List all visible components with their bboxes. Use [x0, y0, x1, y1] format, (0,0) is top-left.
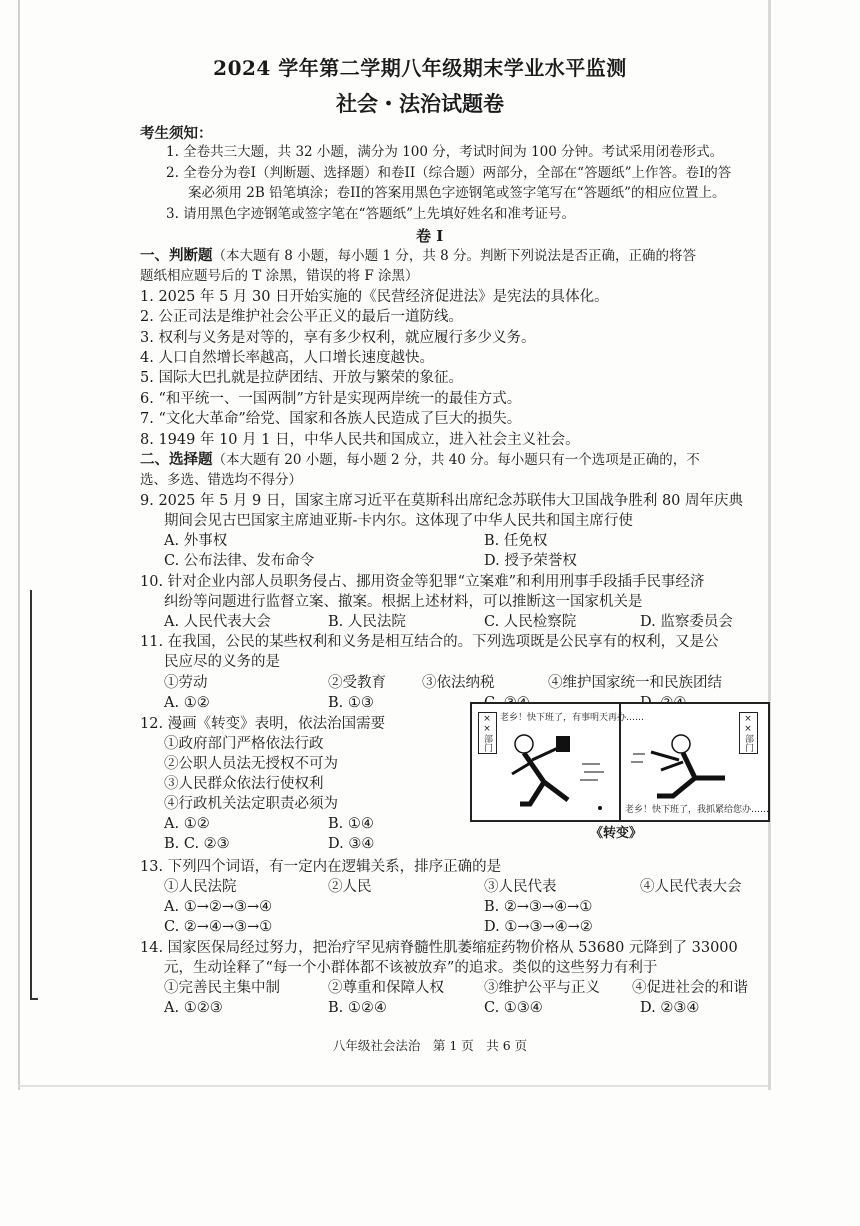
q10-stem-cont: 纠纷等问题进行监督立案、撤案。根据上述材料，可以推断这一国家机关是: [164, 594, 643, 610]
q14-statement-2: ②尊重和保障人权: [328, 980, 444, 996]
notice-item: 案必须用 2B 铅笔填涂；卷II的答案用黑色字迹钢笔或签字笔写在“答题纸”的相应位置上。: [188, 185, 726, 201]
q14-statement-1: ①完善民主集中制: [164, 980, 280, 996]
q13-statement-1: ①人民法院: [164, 879, 237, 895]
q12-statement-3: ③人民群众依法行使权利: [164, 776, 324, 792]
judge-item: 8. 1949 年 10 月 1 日，中华人民共和国成立，进入社会主义社会。: [140, 432, 580, 448]
speech-bubble-after: 老乡！快下班了，我抓紧给您办……: [625, 805, 770, 815]
scan-edge-left: [18, 0, 20, 1090]
section2-heading-line: [140, 450, 700, 470]
q13-option-d: D. ①→③→④→②: [484, 919, 593, 935]
section2-desc-cont: 选、多选、错选均不得分）: [140, 472, 302, 488]
judge-item: 7. “文化大革命”给党、国家和各族人民造成了巨大的损失。: [140, 411, 522, 427]
scan-edge-right: [768, 0, 771, 1090]
cartoon-zhuanbian: [470, 702, 770, 822]
q11-stem: 11. 在我国，公民的某些权利和义务是相互结合的。下列选项既是公民享有的权利，又是公: [140, 634, 719, 650]
q10-option-a: A. 人民代表大会: [164, 614, 271, 630]
q13-option-a: A. ①→②→③→④: [164, 899, 273, 915]
speech-bubble-before: 老乡！快下班了，有事明天再办……: [500, 713, 645, 723]
judge-item: 2. 公正司法是维护社会公平正义的最后一道防线。: [140, 309, 463, 325]
binding-tick: [30, 998, 38, 1000]
exam-subtitle: 社会・法治试题卷: [336, 91, 504, 116]
section1-desc: （本大题有 8 小题，每小题 1 分，共 8 分。判断下列说法是否正确，正确的将答: [212, 248, 697, 264]
q14-statement-4: ④促进社会的和谐: [632, 980, 748, 996]
judge-item: 1. 2025 年 5 月 30 日开始实施的《民营经济促进法》是宪法的具体化。: [140, 289, 609, 305]
judge-item: 4. 人口自然增长率越高，人口增长速度越快。: [140, 350, 434, 366]
q13-statement-3: ③人民代表: [484, 879, 557, 895]
office-sign: ××部门: [739, 712, 758, 754]
section2-heading: 二、选择题: [140, 451, 213, 468]
q10-option-d: D. 监察委员会: [640, 614, 733, 630]
notice-heading: 考生须知：: [140, 125, 213, 142]
q9-option-b: B. 任免权: [484, 533, 548, 549]
q10-option-c: C. 人民检察院: [484, 614, 577, 630]
q13-stem: 13. 下列四个词语，有一定内在逻辑关系，排序正确的是: [140, 859, 502, 875]
section1-desc-cont: 题纸相应题号后的 T 涂黑，错误的将 F 涂黑）: [140, 268, 419, 284]
q12-option-d: D. ③④: [328, 836, 375, 852]
paper-bottom-edge: [18, 1085, 768, 1087]
q11-statement-3: ③依法纳税: [422, 675, 495, 691]
q12-option-b: B. ①④: [328, 816, 374, 832]
exam-title: 2024 学年第二学期八年级期末学业水平监测: [213, 56, 627, 80]
official-running-back-drawing: [621, 704, 768, 820]
q9-stem: 9. 2025 年 5 月 9 日，国家主席习近平在莫斯科出席纪念苏联伟大卫国战争胜利 80 周年庆典: [140, 493, 744, 509]
notice-item: 3. 请用黑色字迹钢笔或签字笔在“答题纸”上先填好姓名和准考证号。: [166, 206, 575, 222]
cartoon-panel-before: [472, 704, 645, 820]
q9-stem-cont: 期间会见古巴国家主席迪亚斯-卡内尔。这体现了中华人民共和国主席行使: [164, 513, 633, 529]
volume-label: 卷 I: [416, 227, 444, 245]
page-footer: 八年级社会法治 第 1 页 共 6 页: [332, 1038, 528, 1053]
cartoon-panel-after: [621, 704, 768, 820]
q9-option-d: D. 授予荣誉权: [484, 553, 577, 569]
q11-statement-4: ④维护国家统一和民族团结: [548, 675, 722, 691]
q14-stem: 14. 国家医保局经过努力，把治疗罕见病脊髓性肌萎缩症药物价格从 53680 元降到了 33000: [140, 940, 738, 956]
q12-statement-4: ④行政机关法定职责必须为: [164, 796, 338, 812]
q14-option-b: B. ①②④: [328, 1000, 387, 1016]
section2-desc: （本大题有 20 小题，每小题 2 分，共 40 分。每小题只有一个选项是正确的，不: [212, 452, 700, 468]
q13-statement-2: ②人民: [328, 879, 372, 895]
q12-statement-1: ①政府部门严格依法行政: [164, 736, 324, 752]
q14-stem-cont: 元，生动诠释了“每一个小群体都不该被放弃”的追求。类似的这些努力有利于: [164, 960, 658, 976]
q12-stem: 12. 漫画《转变》表明，依法治国需要: [140, 716, 386, 732]
q12-option-c: B. C. ②③: [164, 836, 230, 852]
judge-item: 3. 权利与义务是对等的，享有多少权利，就应履行多少义务。: [140, 330, 536, 346]
q13-option-b: B. ②→③→④→①: [484, 899, 593, 915]
q11-stem-cont: 民应尽的义务的是: [164, 654, 280, 670]
section1-heading-line: [140, 246, 696, 266]
q10-stem: 10. 针对企业内部人员职务侵占、挪用资金等犯罪“立案难”和利用刑事手段插手民事经济: [140, 574, 705, 590]
judge-item: 5. 国际大巴扎就是拉萨团结、开放与繁荣的象征。: [140, 370, 463, 386]
q11-statement-2: ②受教育: [328, 675, 386, 691]
office-sign: ××部门: [478, 712, 497, 754]
official-running-away-drawing: [472, 704, 619, 820]
q14-option-d: D. ②③④: [640, 1000, 700, 1016]
q9-option-c: C. 公布法律、发布命令: [164, 553, 315, 569]
q10-option-b: B. 人民法院: [328, 614, 406, 630]
q12-option-a: A. ①②: [164, 816, 210, 832]
judge-item: 6. “和平统一、一国两制”方针是实现两岸统一的最佳方式。: [140, 391, 522, 407]
q11-option-a: A. ①②: [164, 695, 210, 711]
q14-statement-3: ③维护公平与正义: [484, 980, 600, 996]
binding-line: [30, 590, 32, 1000]
q13-option-c: C. ②→④→③→①: [164, 919, 273, 935]
q14-option-a: A. ①②③: [164, 1000, 223, 1016]
section1-heading: 一、判断题: [140, 247, 213, 264]
q14-option-c: C. ①③④: [484, 1000, 543, 1016]
q9-option-a: A. 外事权: [164, 533, 228, 549]
q11-option-b: B. ①③: [328, 695, 374, 711]
notice-item: 2. 全卷分为卷I（判断题、选择题）和卷II（综合题）两部分，全部在“答题纸”上作答。卷I的答: [166, 165, 732, 181]
q11-statement-1: ①劳动: [164, 675, 208, 691]
cartoon-caption: 《转变》: [590, 826, 643, 841]
q12-statement-2: ②公职人员法无授权不可为: [164, 756, 338, 772]
notice-item: 1. 全卷共三大题，共 32 小题，满分为 100 分，考试时间为 100 分钟。考试采用闭卷形式。: [166, 144, 724, 160]
q13-statement-4: ④人民代表大会: [640, 879, 742, 895]
